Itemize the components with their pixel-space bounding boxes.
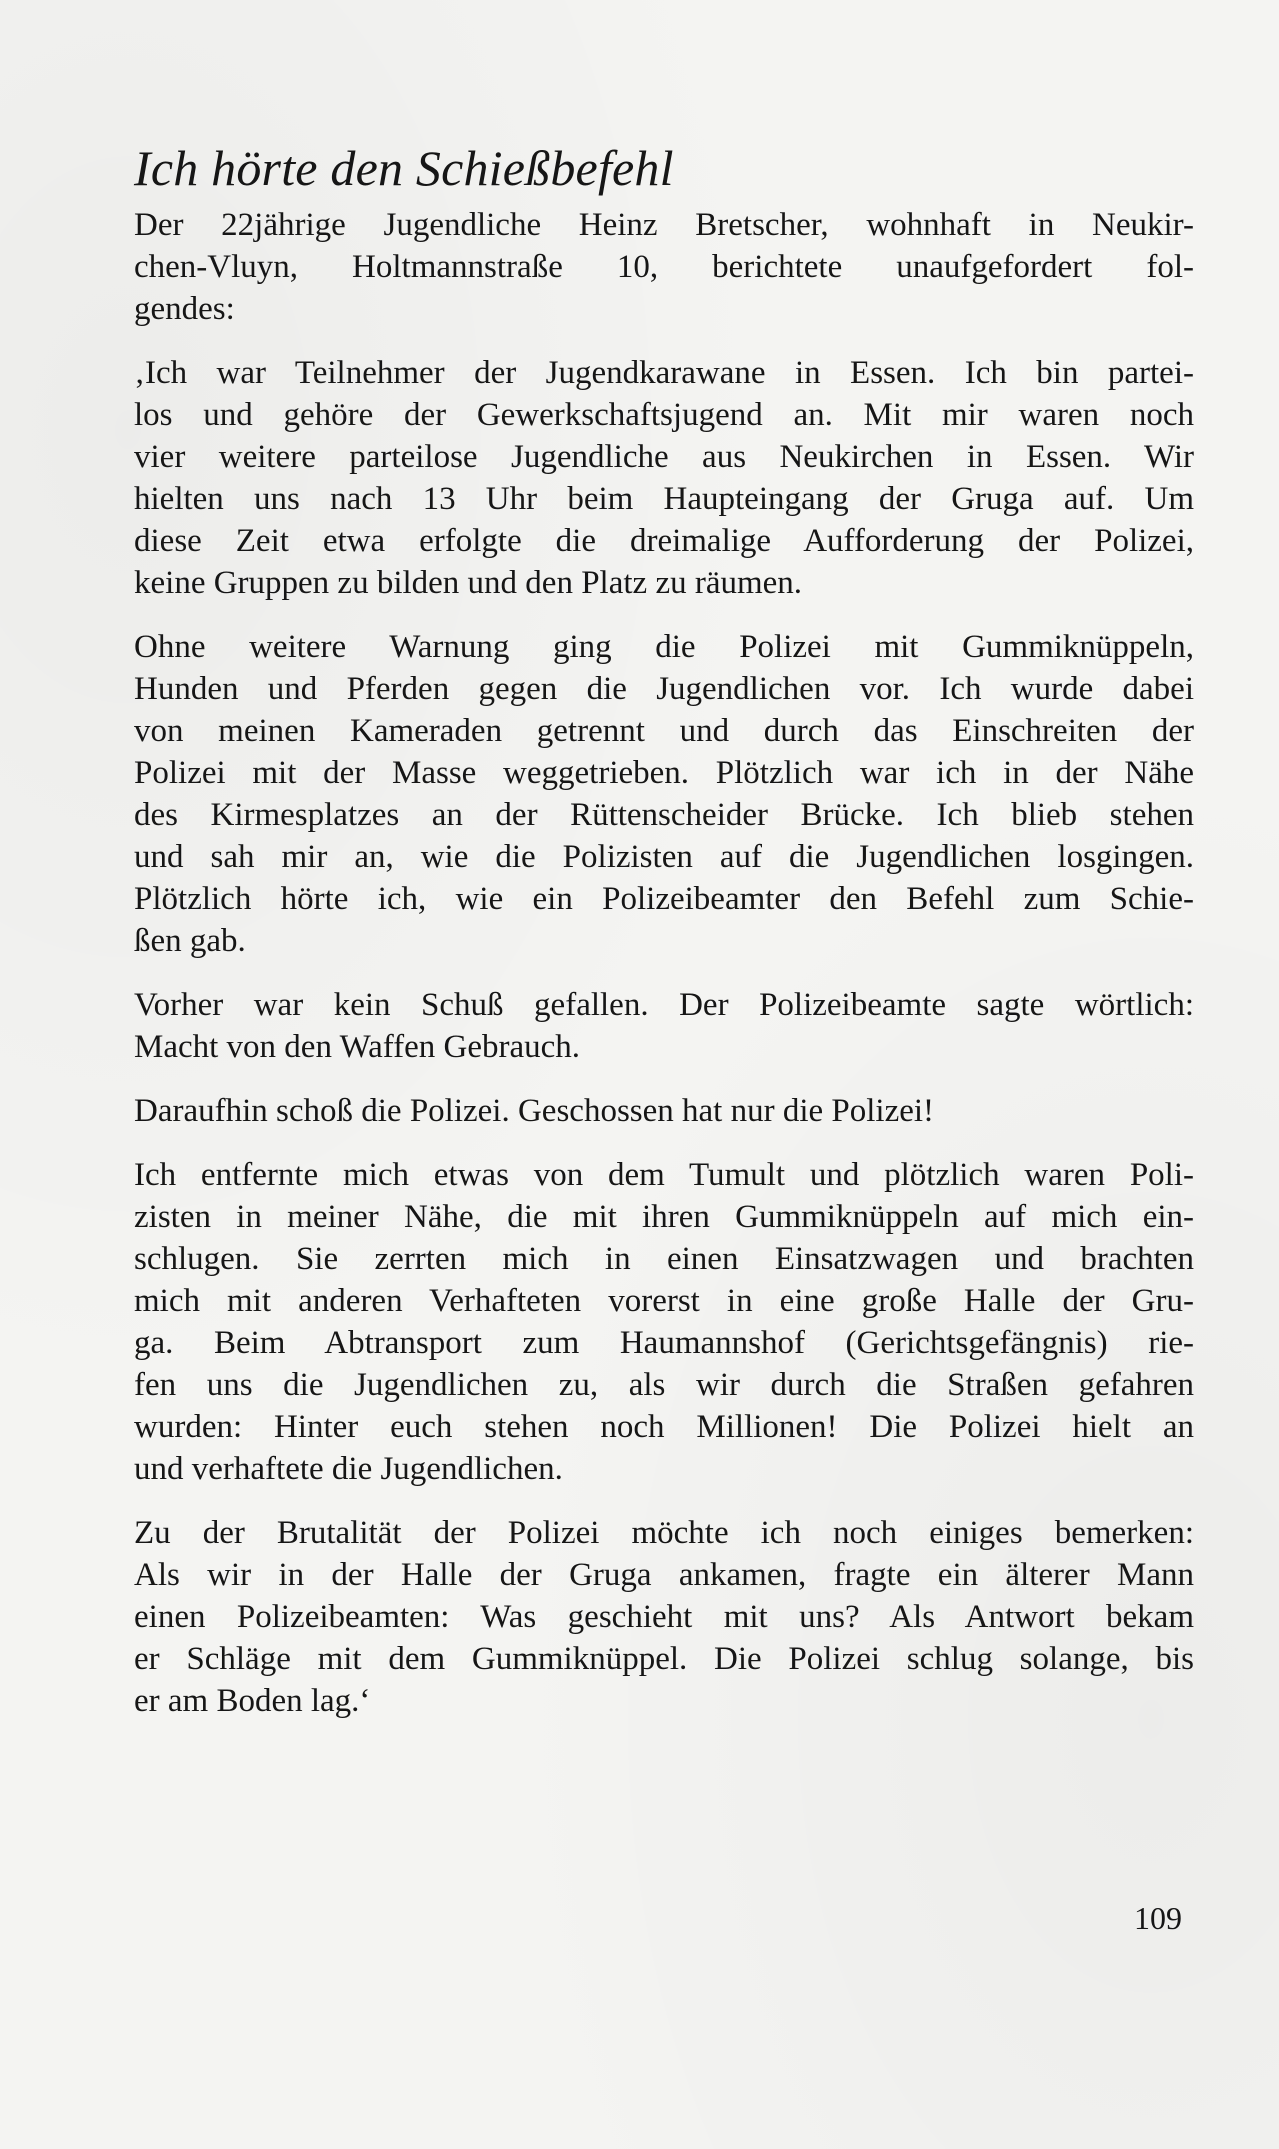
text-line: gendes:	[134, 291, 235, 327]
text-line: einen Polizeibeamten: Was geschieht mit uns? Als Antwort bekam	[134, 1599, 1194, 1635]
text-line: schlugen. Sie zerrten mich in einen Einsatzwagen und brachten	[134, 1241, 1194, 1277]
paragraph	[134, 204, 1194, 330]
text-line: fen uns die Jugendlichen zu, als wir durch die Straßen gefahren	[134, 1367, 1194, 1403]
paragraph	[134, 352, 1194, 604]
body-text	[134, 204, 1194, 1722]
section-title: Ich hörte den Schießbefehl	[134, 140, 674, 196]
text-line: Polizei mit der Masse weggetrieben. Plötzlich war ich in der Nähe	[134, 755, 1194, 791]
text-line: Als wir in der Halle der Gruga ankamen, fragte ein älterer Mann	[134, 1557, 1194, 1593]
text-line: und sah mir an, wie die Polizisten auf die Jugendlichen losgingen.	[134, 839, 1194, 875]
text-line: zisten in meiner Nähe, die mit ihren Gummiknüppeln auf mich ein-	[134, 1199, 1194, 1235]
text-line: Ich entfernte mich etwas von dem Tumult und plötzlich waren Poli-	[134, 1157, 1194, 1193]
text-line: mich mit anderen Verhafteten vorerst in eine große Halle der Gru-	[134, 1283, 1194, 1319]
text-line: Plötzlich hörte ich, wie ein Polizeibeamter den Befehl zum Schie-	[134, 881, 1194, 917]
text-line: vier weitere parteilose Jugendliche aus Neukirchen in Essen. Wir	[134, 439, 1194, 475]
text-line: Daraufhin schoß die Polizei. Geschossen hat nur die Polizei!	[134, 1093, 935, 1129]
page-content	[134, 138, 1194, 1744]
text-line: von meinen Kameraden getrennt und durch das Einschreiten der	[134, 713, 1194, 749]
text-line: er am Boden lag.‘	[134, 1683, 371, 1719]
text-line: diese Zeit etwa erfolgte die dreimalige Aufforderung der Polizei,	[134, 523, 1194, 559]
page-number: 109	[1134, 1900, 1182, 1936]
paragraph	[134, 1154, 1194, 1490]
text-line: chen-Vluyn, Holtmannstraße 10, berichtete unaufgefordert fol-	[134, 249, 1194, 285]
paragraph	[134, 626, 1194, 962]
text-line: Macht von den Waffen Gebrauch.	[134, 1029, 581, 1065]
paragraph	[134, 1090, 1194, 1132]
text-line: hielten uns nach 13 Uhr beim Haupteingang der Gruga auf. Um	[134, 481, 1194, 517]
text-line: los und gehöre der Gewerkschaftsjugend an. Mit mir waren noch	[134, 397, 1194, 433]
paragraph	[134, 1512, 1194, 1722]
paragraph	[134, 984, 1194, 1068]
text-line: des Kirmesplatzes an der Rüttenscheider Brücke. Ich blieb stehen	[134, 797, 1194, 833]
text-line: Hunden und Pferden gegen die Jugendlichen vor. Ich wurde dabei	[134, 671, 1194, 707]
text-line: Zu der Brutalität der Polizei möchte ich noch einiges bemerken:	[134, 1515, 1194, 1551]
text-line: ga. Beim Abtransport zum Haumannshof (Gerichtsgefängnis) rie-	[134, 1325, 1194, 1361]
text-line: keine Gruppen zu bilden und den Platz zu räumen.	[134, 565, 803, 601]
text-line: er Schläge mit dem Gummiknüppel. Die Polizei schlug solange, bis	[134, 1641, 1194, 1677]
text-line: und verhaftete die Jugendlichen.	[134, 1451, 563, 1487]
text-line: Ohne weitere Warnung ging die Polizei mit Gummiknüppeln,	[134, 629, 1194, 665]
text-line: ‚Ich war Teilnehmer der Jugendkarawane in Essen. Ich bin partei-	[134, 355, 1194, 391]
text-line: Der 22jährige Jugendliche Heinz Bretscher, wohnhaft in Neukir-	[134, 207, 1194, 243]
text-line: Vorher war kein Schuß gefallen. Der Polizeibeamte sagte wörtlich:	[134, 987, 1194, 1023]
text-line: ßen gab.	[134, 923, 246, 959]
text-line: wurden: Hinter euch stehen noch Millionen! Die Polizei hielt an	[134, 1409, 1194, 1445]
